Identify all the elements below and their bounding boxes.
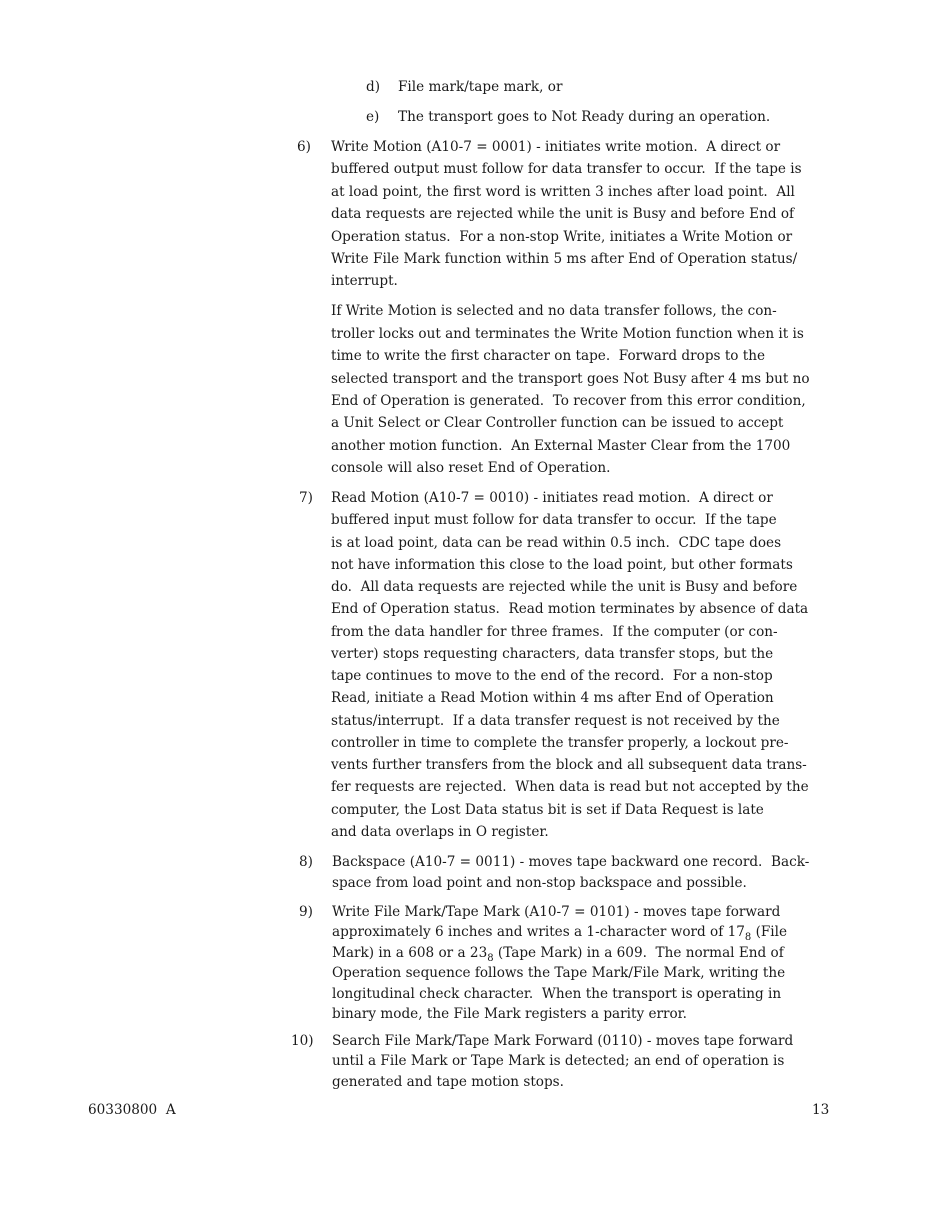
item-9-line-2-tail: (File xyxy=(751,924,788,940)
subscript-octal: 8 xyxy=(487,953,494,964)
item-e-line: The transport goes to Not Ready during an operation. xyxy=(398,109,771,125)
item-6-line: Write Motion (A10-7 = 0001) - initiates write motion. A direct or xyxy=(331,139,781,155)
item-10-line: until a File Mark or Tape Mark is detected; an end of operation is xyxy=(332,1053,785,1069)
item-7-line: from the data handler for three frames. If the computer (or con- xyxy=(331,624,778,640)
item-9-line-2-text: approximately 6 inches and writes a 1-character word of 17 xyxy=(332,924,745,940)
item-6-line: Write File Mark function within 5 ms after End of Operation status/ xyxy=(331,251,798,267)
document-number: 60330800 A xyxy=(88,1102,176,1118)
item-7-line: buffered input must follow for data transfer to occur. If the tape xyxy=(331,512,777,528)
item-6-para-line: another motion function. An External Master Clear from the 1700 xyxy=(331,438,791,454)
item-6-line: data requests are rejected while the unit is Busy and before End of xyxy=(331,206,795,222)
item-6-para-line: troller locks out and terminates the Write Motion function when it is xyxy=(331,326,804,342)
item-9-line: longitudinal check character. When the transport is operating in xyxy=(332,986,782,1002)
item-7-line: End of Operation status. Read motion terminates by absence of data xyxy=(331,601,809,617)
item-9-line xyxy=(332,945,784,963)
item-6-para-line: console will also reset End of Operation. xyxy=(331,460,611,476)
list-marker-10: 10) xyxy=(291,1033,314,1049)
item-6-para-line: End of Operation is generated. To recover from this error condition, xyxy=(331,393,806,409)
item-7-line: do. All data requests are rejected while the unit is Busy and before xyxy=(331,579,798,595)
list-marker-7: 7) xyxy=(299,490,313,506)
item-7-line: verter) stops requesting characters, data transfer stops, but the xyxy=(331,646,774,662)
item-7-line: computer, the Lost Data status bit is set if Data Request is late xyxy=(331,802,764,818)
item-7-line: fer requests are rejected. When data is read but not accepted by the xyxy=(331,779,809,795)
subscript-octal: 8 xyxy=(744,932,752,943)
item-9-line: Write File Mark/Tape Mark (A10-7 = 0101) - moves tape forward xyxy=(332,904,781,920)
page-number: 13 xyxy=(812,1102,830,1118)
item-7-line: controller in time to complete the transfer properly, a lockout pre- xyxy=(331,735,789,751)
list-marker-6: 6) xyxy=(297,139,311,155)
list-marker-9: 9) xyxy=(299,904,313,920)
list-marker-d: d) xyxy=(366,79,381,95)
item-6-para-line: time to write the first character on tape. Forward drops to the xyxy=(331,348,766,364)
item-9-line-3-tail: (Tape Mark) in a 609. The normal End of xyxy=(493,945,784,961)
list-marker-e: e) xyxy=(366,109,380,125)
item-7-line: Read Motion (A10-7 = 0010) - initiates read motion. A direct or xyxy=(331,490,773,506)
item-6-line: buffered output must follow for data transfer to occur. If the tape is xyxy=(331,161,802,177)
item-6-para-line: selected transport and the transport goes Not Busy after 4 ms but no xyxy=(331,371,810,387)
item-10-line: generated and tape motion stops. xyxy=(332,1074,564,1090)
item-7-line: vents further transfers from the block and all subsequent data trans- xyxy=(331,757,807,773)
list-marker-8: 8) xyxy=(299,854,313,870)
item-7-line: tape continues to move to the end of the record. For a non-stop xyxy=(331,668,773,684)
item-9-line: Operation sequence follows the Tape Mark/File Mark, writing the xyxy=(332,965,786,981)
item-9-line-3-text: Mark) in a 608 or a 23 xyxy=(332,945,488,961)
item-7-line: not have information this close to the load point, but other formats xyxy=(331,557,793,573)
item-7-line: and data overlaps in O register. xyxy=(331,824,549,840)
item-7-line: Read, initiate a Read Motion within 4 ms after End of Operation xyxy=(331,690,774,706)
item-d-line: File mark/tape mark, or xyxy=(398,79,563,95)
item-10-line: Search File Mark/Tape Mark Forward (0110) - moves tape forward xyxy=(332,1033,794,1049)
item-6-para-line: a Unit Select or Clear Controller function can be issued to accept xyxy=(331,415,784,431)
item-8-line: space from load point and non-stop backspace and possible. xyxy=(332,875,747,891)
item-7-line: status/interrupt. If a data transfer request is not received by the xyxy=(331,713,780,729)
item-7-line: is at load point, data can be read within 0.5 inch. CDC tape does xyxy=(331,535,782,551)
item-9-line xyxy=(332,924,787,942)
item-9-line: binary mode, the File Mark registers a parity error. xyxy=(332,1006,687,1022)
item-6-line: Operation status. For a non-stop Write, initiates a Write Motion or xyxy=(331,229,793,245)
item-6-line: at load point, the first word is written 3 inches after load point. All xyxy=(331,184,795,200)
item-6-line: interrupt. xyxy=(331,273,398,289)
item-6-para-line: If Write Motion is selected and no data transfer follows, the con- xyxy=(331,303,777,319)
item-8-line: Backspace (A10-7 = 0011) - moves tape backward one record. Back- xyxy=(332,854,810,870)
